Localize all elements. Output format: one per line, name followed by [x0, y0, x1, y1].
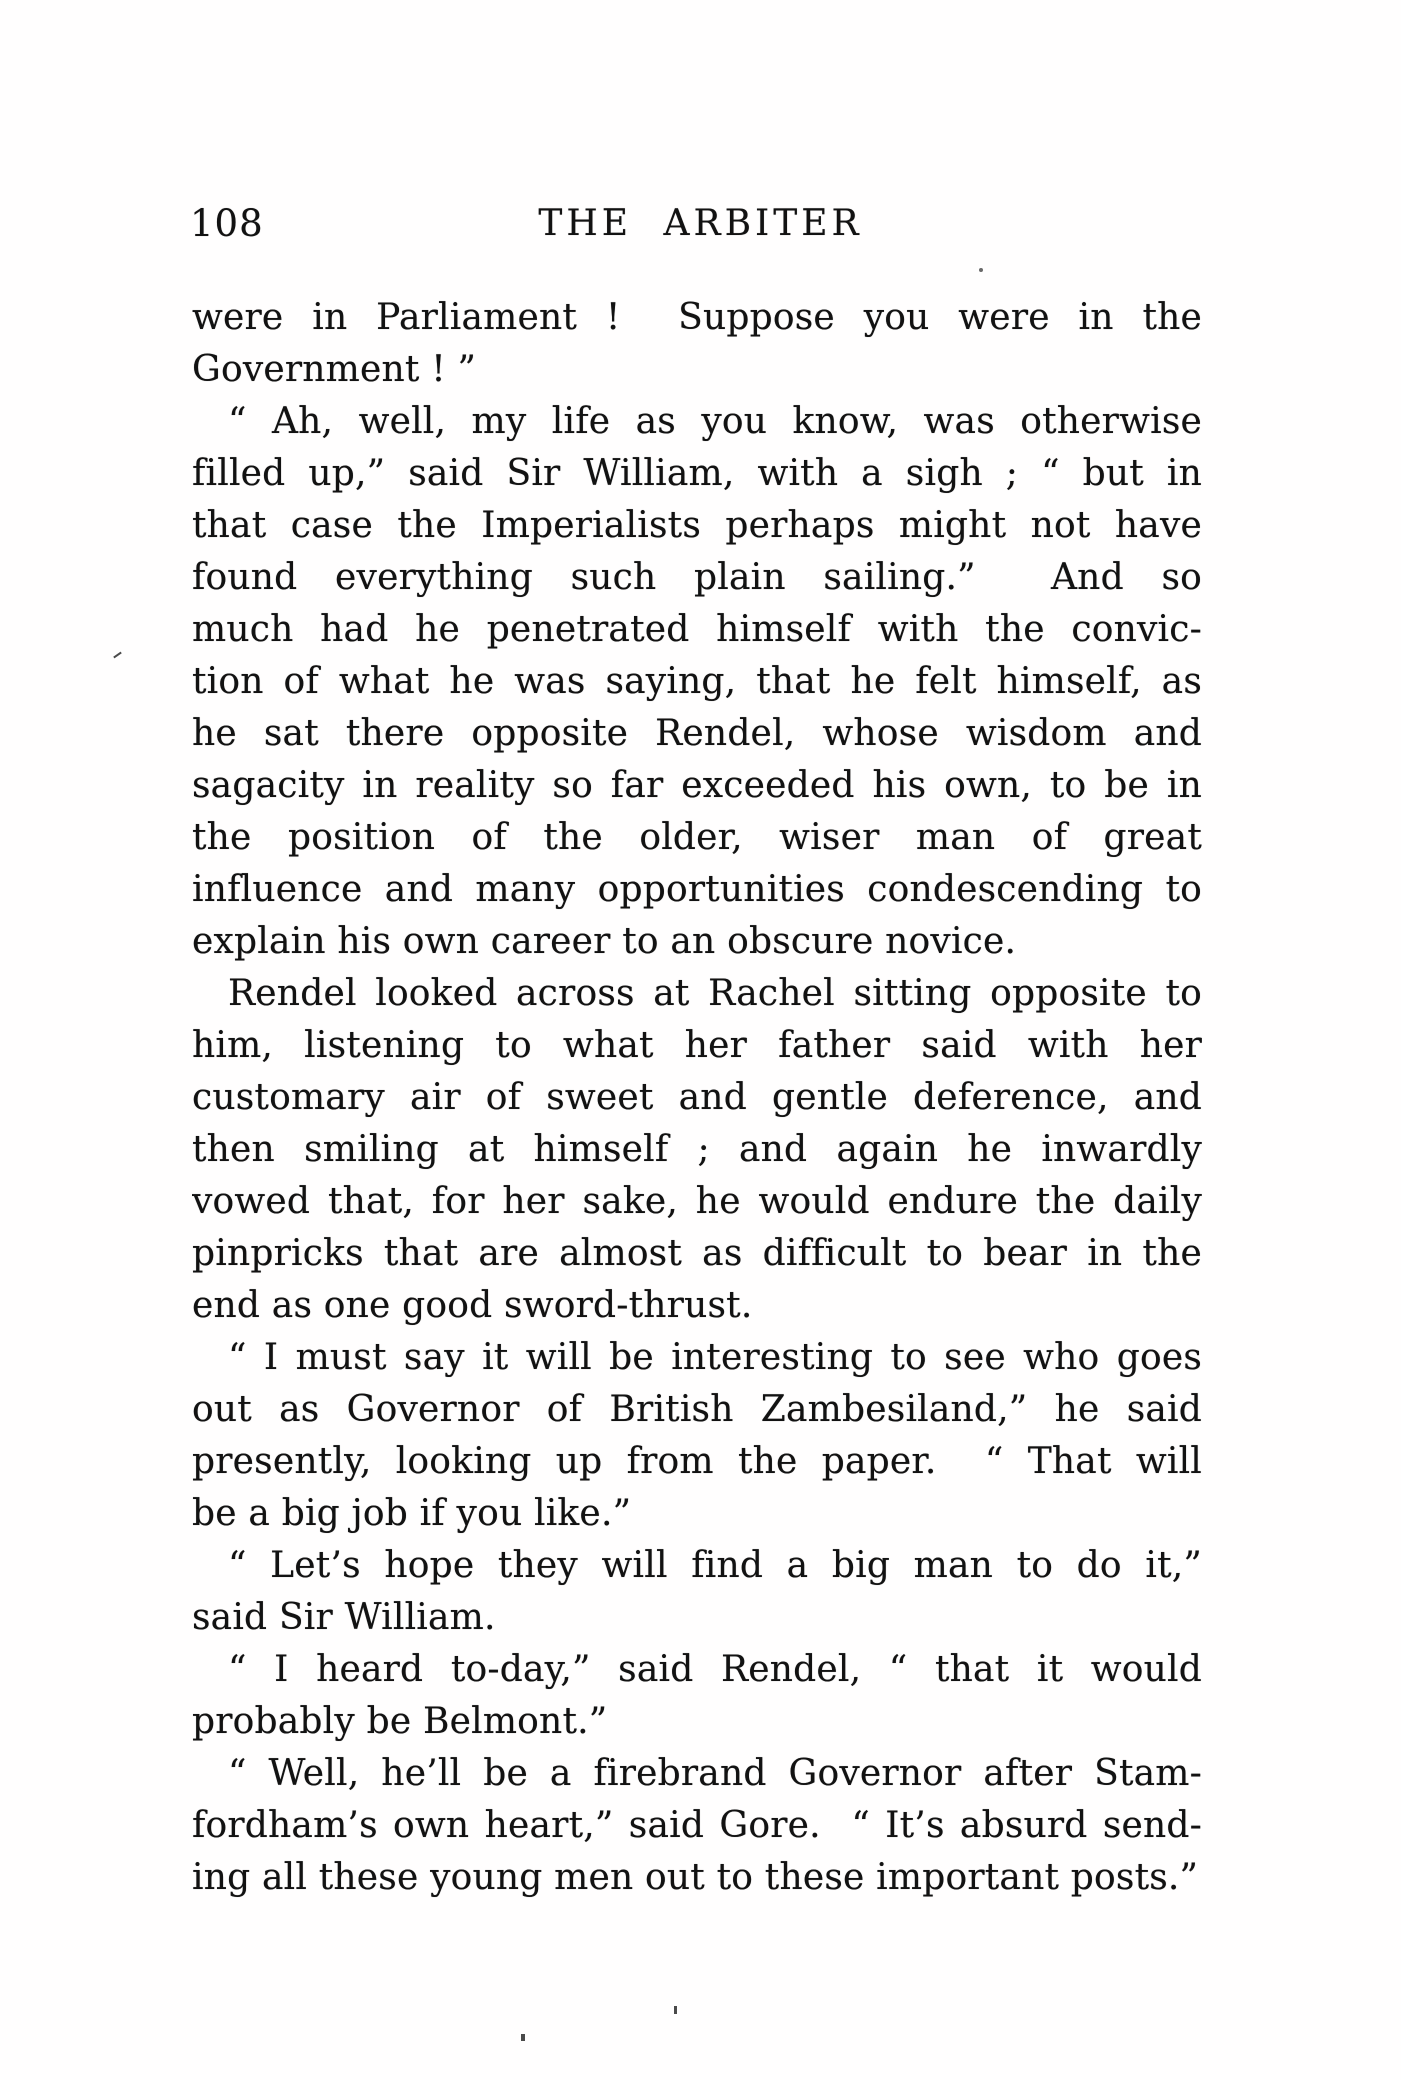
scan-speck	[674, 2006, 677, 2014]
text-line: Rendel looked across at Rachel sitting opposite to	[228, 973, 1202, 1014]
text-line: found everything such plain sailing.” And so	[192, 557, 1202, 598]
text-line: influence and many opportunities condescending to	[192, 869, 1202, 910]
page-number: 108	[190, 202, 264, 245]
text-line: vowed that, for her sake, he would endure the daily	[192, 1181, 1202, 1222]
text-line: fordham’s own heart,” said Gore. “ It’s absurd send-	[192, 1805, 1202, 1846]
text-line: that case the Imperialists perhaps might not have	[192, 505, 1202, 546]
scan-speck	[979, 268, 983, 272]
text-line: tion of what he was saying, that he felt himself, as	[192, 661, 1202, 702]
text-line: “ I must say it will be interesting to see who goes	[228, 1337, 1202, 1378]
running-title: THE ARBITER	[538, 203, 863, 244]
text-line: Government ! ”	[192, 349, 477, 390]
text-line: him, listening to what her father said with her	[192, 1025, 1202, 1066]
text-line: end as one good sword-thrust.	[192, 1285, 753, 1326]
text-line: filled up,” said Sir William, with a sigh ; “ but in	[192, 453, 1202, 494]
text-line: “ I heard to-day,” said Rendel, “ that it would	[228, 1649, 1202, 1690]
text-line: much had he penetrated himself with the convic-	[192, 609, 1202, 650]
scan-speck	[521, 2034, 525, 2041]
text-line: sagacity in reality so far exceeded his own, to be in	[192, 765, 1202, 806]
text-line: the position of the older, wiser man of great	[192, 817, 1202, 858]
text-line: ing all these young men out to these important posts.”	[192, 1857, 1199, 1898]
text-line: presently, looking up from the paper. “ That will	[192, 1441, 1202, 1482]
scan-speck	[113, 652, 122, 659]
page-header	[0, 198, 1401, 250]
text-line: “ Well, he’ll be a firebrand Governor after Stam-	[228, 1753, 1202, 1794]
text-line: customary air of sweet and gentle deference, and	[192, 1077, 1202, 1118]
text-line: “ Ah, well, my life as you know, was otherwise	[228, 401, 1202, 442]
text-line: probably be Belmont.”	[192, 1701, 608, 1742]
text-line: out as Governor of British Zambesiland,” he said	[192, 1389, 1202, 1430]
text-line: explain his own career to an obscure novice.	[192, 921, 1017, 962]
text-line: “ Let’s hope they will find a big man to do it,”	[228, 1545, 1202, 1586]
text-line: were in Parliament ! Suppose you were in the	[192, 297, 1202, 338]
text-line: said Sir William.	[192, 1597, 496, 1638]
text-block	[192, 292, 1202, 1904]
text-line: be a big job if you like.”	[192, 1493, 632, 1534]
text-line: he sat there opposite Rendel, whose wisdom and	[192, 713, 1202, 754]
text-line: then smiling at himself ; and again he inwardly	[192, 1129, 1202, 1170]
text-line: pinpricks that are almost as difficult to bear in the	[192, 1233, 1202, 1274]
